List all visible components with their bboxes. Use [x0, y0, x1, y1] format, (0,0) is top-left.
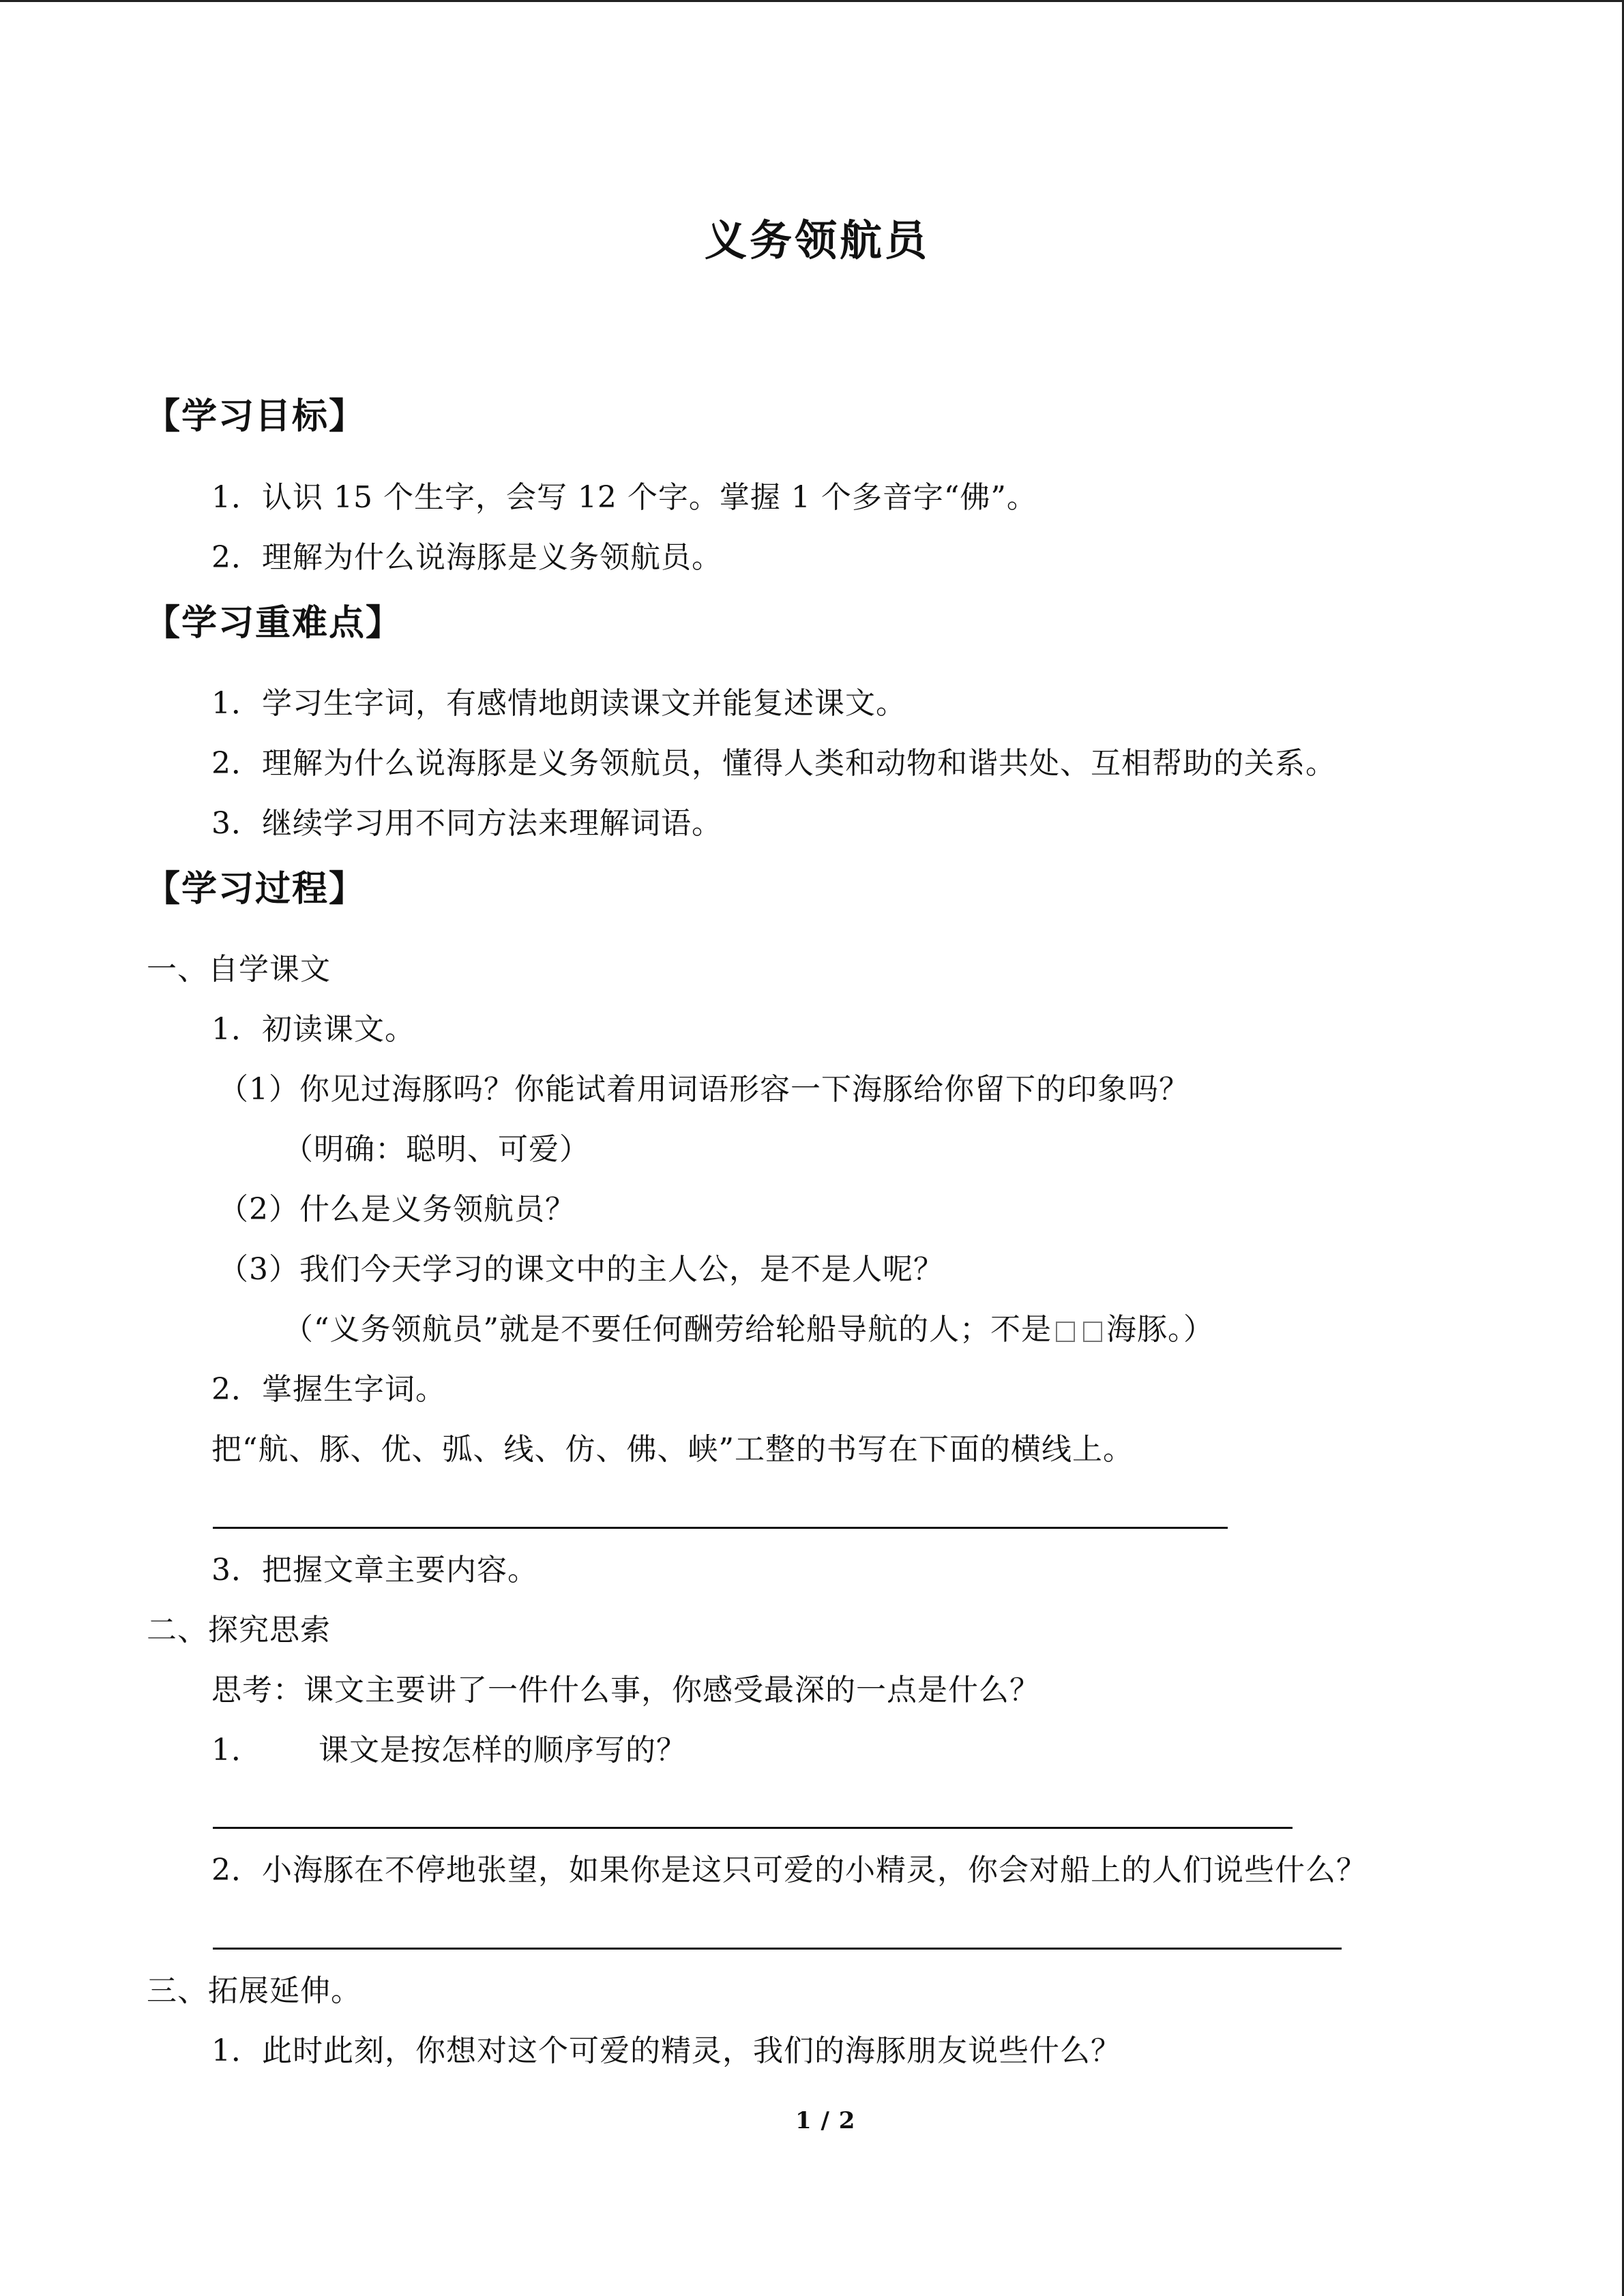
part1-question3-answer: [283, 1309, 1214, 1350]
part1-question1-answer: （明确：聪明、可爱）: [283, 1132, 590, 1167]
part3-title: 三、拓展延伸。: [147, 1973, 361, 2008]
writing-line-characters[interactable]: [213, 1527, 1228, 1529]
goal-item-1: 1．认识 15 个生字，会写 12 个字。掌握 1 个多音字“佛”。: [211, 480, 1037, 515]
part1-title: 一、自学课文: [147, 952, 331, 987]
blank-box-2: [1083, 1322, 1102, 1342]
part1-step3: 3．把握文章主要内容。: [211, 1553, 538, 1587]
part3-question1: 1．此时此刻，你想对这个可爱的精灵，我们的海豚朋友说些什么？: [211, 2033, 1121, 2068]
part1-question1: （1）你见过海豚吗？你能试着用词语形容一下海豚给你留下的印象吗？: [218, 1072, 1190, 1107]
blank-box-1: [1056, 1322, 1075, 1342]
answer-line-dolphin[interactable]: [213, 1948, 1342, 1950]
part2-think: 思考：课文主要讲了一件什么事，你感受最深的一点是什么？: [211, 1673, 1040, 1708]
key-point-item-1: 1．学习生字词，有感情地朗读课文并能复述课文。: [211, 686, 906, 721]
page-title: 义务领航员: [705, 215, 930, 265]
goal-item-2: 2．理解为什么说海豚是义务领航员。: [211, 540, 722, 575]
key-point-item-3: 3．继续学习用不同方法来理解词语。: [211, 806, 722, 841]
part2-title: 二、探究思索: [147, 1613, 331, 1648]
page-number: 1 / 2: [795, 2107, 856, 2134]
part1-step2-task: 把“航、豚、优、弧、线、仿、佛、峡”工整的书写在下面的横线上。: [211, 1432, 1134, 1467]
part1-step2: 2．掌握生字词。: [211, 1372, 446, 1407]
part1-question3: （3）我们今天学习的课文中的主人公，是不是人呢？: [218, 1252, 944, 1287]
part2-question1-text: 课文是按怎样的顺序写的？: [319, 1733, 687, 1768]
key-points-heading: 【学习重难点】: [145, 602, 403, 644]
goals-heading: 【学习目标】: [145, 396, 366, 437]
key-point-item-2: 2．理解为什么说海豚是义务领航员，懂得人类和动物和谐共处、互相帮助的关系。: [211, 746, 1336, 781]
process-heading: 【学习过程】: [145, 868, 366, 910]
part1-question2: （2）什么是义务领航员？: [218, 1192, 576, 1227]
answer-text-a: （“义务领航员”就是不要任何酬劳给轮船导航的人；不是: [283, 1312, 1052, 1347]
answer-text-b: 海豚。）: [1106, 1312, 1214, 1347]
part2-question1-number: 1．: [211, 1733, 262, 1768]
part1-step1: 1．初读课文。: [211, 1012, 415, 1047]
answer-line-order[interactable]: [213, 1827, 1293, 1829]
part2-question2: 2．小海豚在不停地张望，如果你是这只可爱的小精灵，你会对船上的人们说些什么？: [211, 1853, 1367, 1888]
